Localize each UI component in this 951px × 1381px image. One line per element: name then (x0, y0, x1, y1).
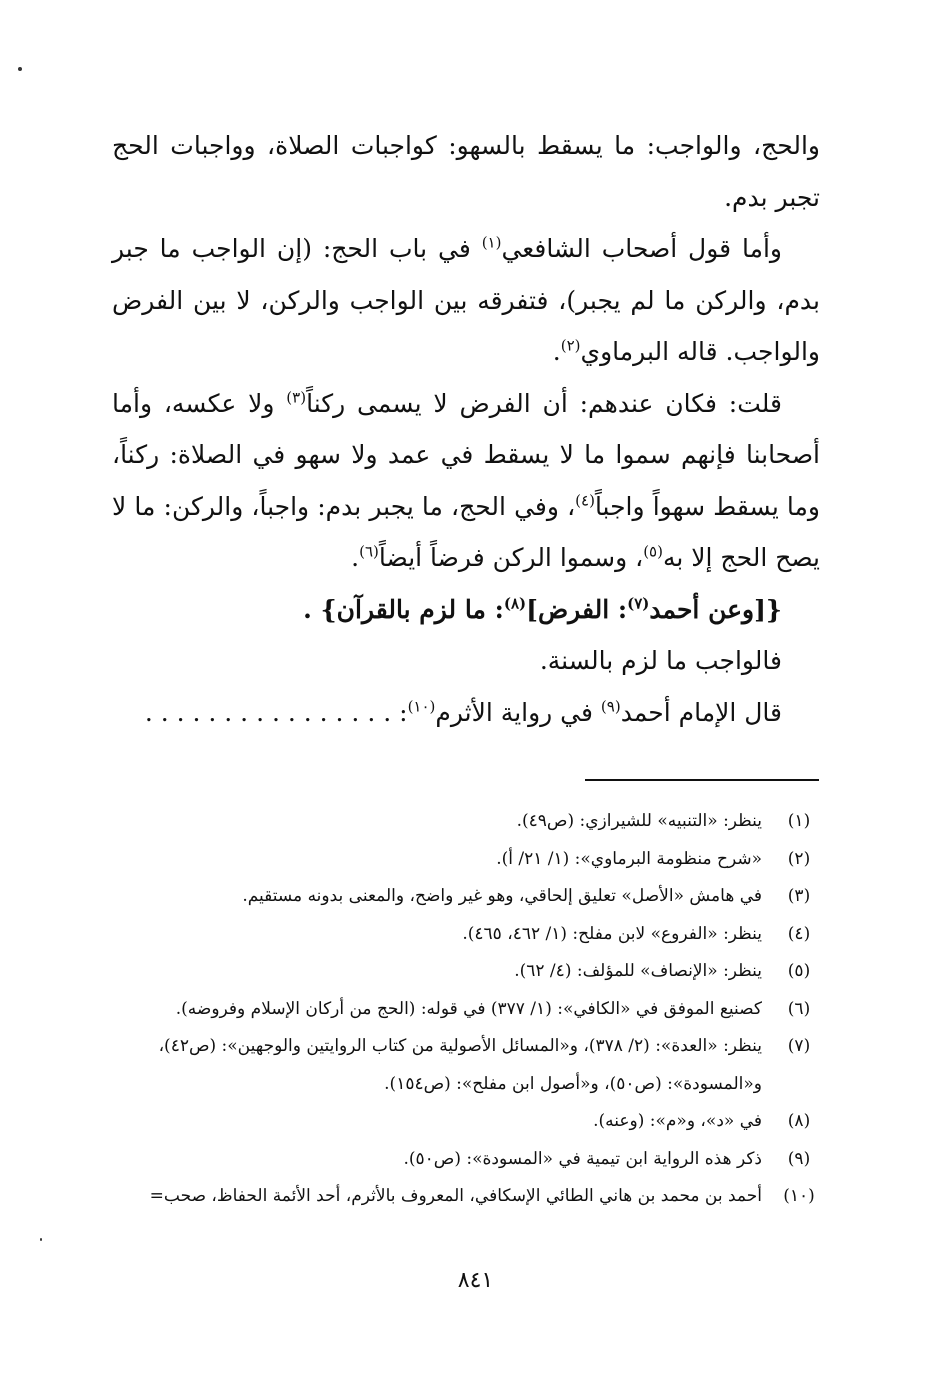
footnote-number: (٨) (787, 1111, 811, 1131)
footnote-ref-6[interactable]: (٦) (359, 542, 379, 561)
text-run: وأما قول أصحاب الشافعي (501, 234, 782, 263)
footnote-5 (100, 953, 820, 991)
footnote-ref-5[interactable]: (٥) (643, 542, 663, 561)
footnote-ref-3[interactable]: (٣) (286, 388, 307, 407)
text-run: : (399, 697, 408, 727)
footnote-ref-1[interactable]: (١) (481, 233, 502, 252)
footnote-number: (٤) (787, 923, 811, 944)
footnote-text: ينظر: «الفروع» لابن مفلح: (١/ ٤٦٢، ٤٦٥). (462, 923, 762, 944)
text-run: ، وسموا الركن فرضاً أيضاً (378, 543, 644, 572)
paragraph-5 (112, 635, 820, 687)
footnote-text: أحمد بن محمد بن هاني الطائي الإسكافي، المعروف بالأثرم، أحد الأئمة الحفاظ، صحب= (149, 1186, 762, 1206)
footnote-9 (100, 1141, 820, 1179)
footnote-number: (٥) (787, 961, 811, 981)
text-run: : ما لزم بالقرآن} . (303, 594, 504, 624)
paragraph-6 (112, 687, 820, 739)
paragraph-1-text: والحج، والواجب: ما يسقط بالسهو: كواجبات الصلاة، وواجبات الحج تجبر بدم. (112, 131, 820, 212)
footnote-ref-4[interactable]: (٤) (575, 491, 595, 510)
footnote-ref-9[interactable]: (٩) (600, 697, 621, 716)
footnote-number: (٣) (787, 886, 811, 906)
footnote-text: في هامش «الأصل» تعليق إلحاقي، وهو غير واضح، والمعنى بدونه مستقيم. (242, 886, 762, 906)
footnote-ref-2[interactable]: (٢) (560, 336, 581, 355)
footnotes (100, 803, 820, 1216)
footnote-text: كصنيع الموفق في «الكافي»: (١/ ٣٧٧) في قوله: (الحج من أركان الإسلام وفروضه). (175, 998, 762, 1019)
footnote-3 (100, 878, 820, 916)
main-text (112, 120, 820, 738)
footnote-ref-7[interactable]: (٧) (627, 594, 650, 613)
text-run: ولا عكسه، وأما أصحابنا فإنهم سموا ما لا يسقط في عمد ولا سهو في الصلاة: ركناً، وما يسقط سهواً واجباً (112, 388, 820, 521)
footnote-1 (100, 803, 820, 841)
footnote-text: في «د»، و«م»: (وعنه). (593, 1111, 762, 1131)
footnote-ref-8[interactable]: (٨) (503, 594, 527, 613)
scan-speck (18, 67, 22, 71)
text-run: في رواية الأثرم (435, 697, 601, 727)
footnote-ref-10[interactable]: (١٠) (407, 697, 436, 716)
footnote-number: (٢) (787, 848, 811, 869)
text-run: . (552, 337, 561, 366)
footnote-6 (100, 991, 820, 1029)
text-run: قال الإمام أحمد (620, 697, 782, 727)
footnote-8 (100, 1103, 820, 1141)
paragraph-4 (112, 584, 820, 636)
footnote-text: ينظر: «الإنصاف» للمؤلف: (٤/ ٦٢). (514, 961, 762, 981)
paragraph-2 (112, 223, 820, 378)
text-run: : الفرض] (526, 594, 628, 624)
paragraph-1 (112, 120, 820, 223)
footnote-number: (٩) (787, 1148, 811, 1169)
scan-speck (40, 1238, 42, 1241)
paragraph-5-text: فالواجب ما لزم بالسنة. (539, 646, 782, 675)
footnote-separator (585, 779, 819, 781)
text-run: ، وفي الحج، ما يجبر بدم: واجباً، والركن: ما لا يصح الحج إلا به (112, 491, 820, 572)
text-run: قلت: فكان عندهم: أن الفرض لا يسمى ركناً (306, 388, 782, 418)
footnote-number: (٧) (787, 1036, 811, 1056)
footnote-number: (١) (787, 811, 811, 831)
text-run: {[وعن أحمد (649, 594, 782, 624)
ellipsis-dots: . . . . . . . . . . . . . . . . (144, 697, 392, 727)
footnote-text: ينظر: «التنبيه» للشيرازي: (ص٤٩). (516, 811, 762, 831)
footnote-text: ذكر هذه الرواية ابن تيمية في «المسودة»: (ص٥٠). (403, 1148, 762, 1169)
footnote-text: ينظر: «العدة»: (٢/ ٣٧٨)، و«المسائل الأصولية من كتاب الروايتين والوجهين»: (ص٤٢)، و«المسودة»: (ص٥٠)، و«أصول ابن مفلح»: (ص١٥٤). (158, 1036, 762, 1094)
paragraph-3 (112, 378, 820, 584)
text-run: في باب الحج: (إن الواجب ما جبر بدم، والركن ما لم يجبر)، فتفرقه بين الواجب والركن، لا بين الفرض والواجب. قاله البرماوي (112, 234, 820, 366)
footnote-10 (100, 1178, 820, 1216)
page-number: ٨٤١ (457, 1268, 494, 1293)
footnote-number: (١٠) (783, 1186, 815, 1206)
footnote-4 (100, 916, 820, 954)
footnote-2 (100, 841, 820, 879)
text-run: . (351, 543, 360, 572)
footnote-number: (٦) (787, 998, 811, 1019)
footnote-text: «شرح منظومة البرماوي»: (١/ ٢١/ أ). (496, 848, 762, 869)
footnote-7 (100, 1028, 820, 1103)
